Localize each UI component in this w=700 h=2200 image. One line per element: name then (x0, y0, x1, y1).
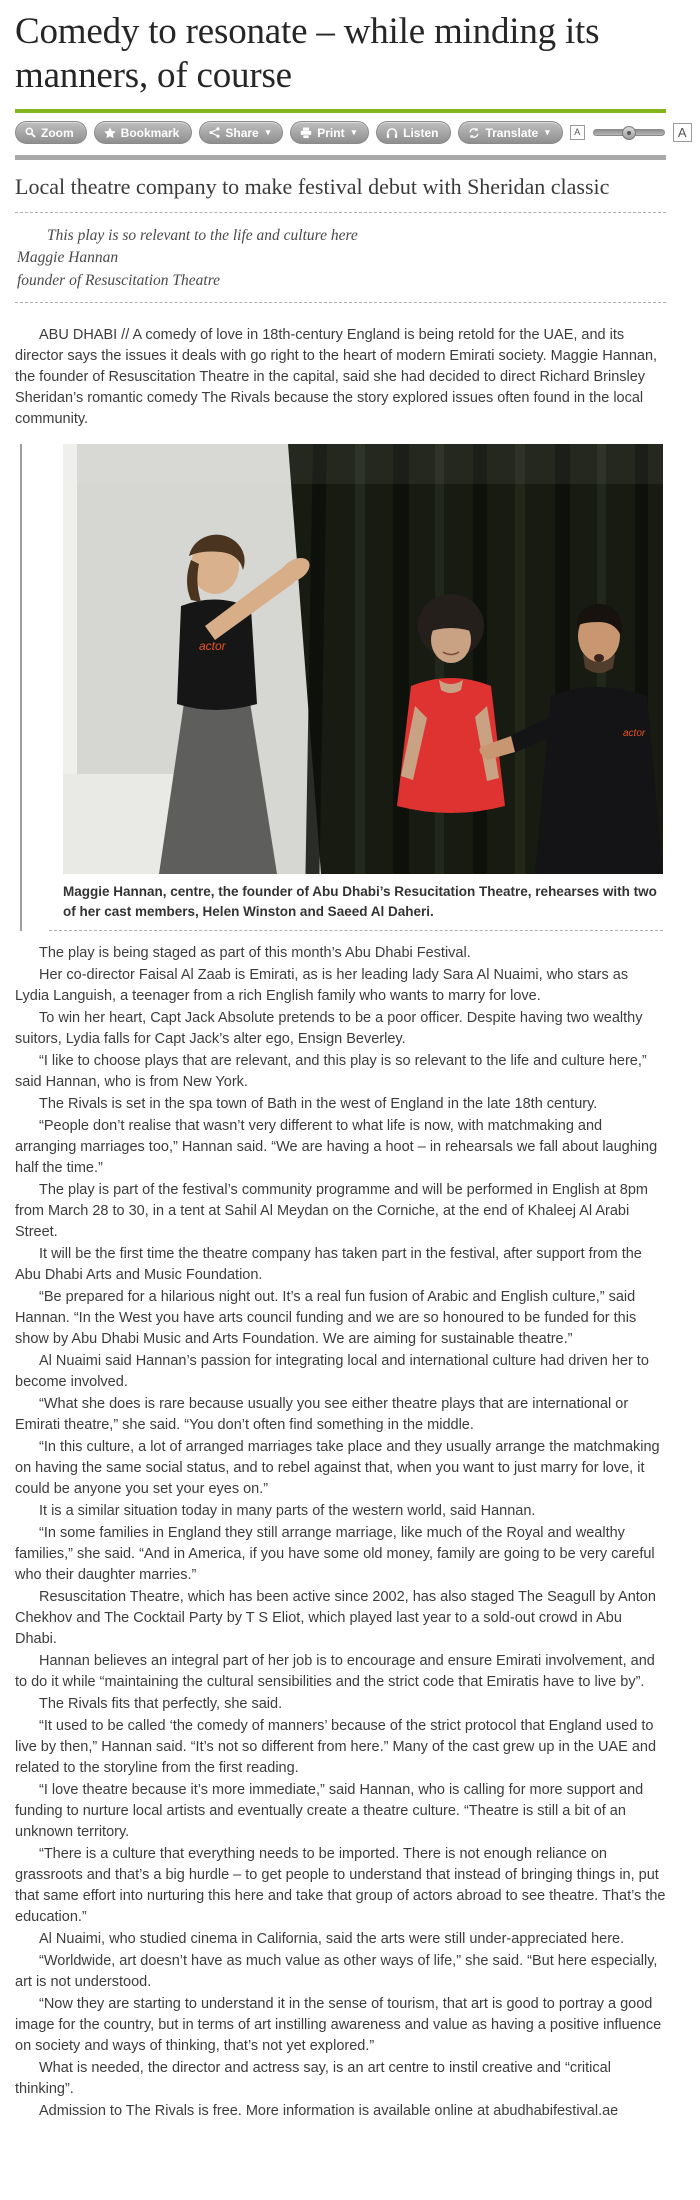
pull-quote-title: founder of Resuscitation Theatre (17, 271, 221, 289)
article-body (15, 943, 666, 2122)
article-paragraph: “In this culture, a lot of arranged marriages take place and they usually arrange the matchmaking on having the same social status, and to rebel against that, when you want to just marry for love, it could be anyone you set your eyes on.” (15, 1439, 660, 1498)
article-toolbar (15, 119, 687, 147)
article-paragraph: “What she does is rare because usually you see either theatre plays that are international or Emirati theatre,” she said. “You don’t often find something in the middle. (15, 1396, 629, 1434)
magnifier-icon (25, 127, 36, 138)
article-paragraph: “Be prepared for a hilarious night out. It’s a real fun fusion of Arabic and English culture,” said Hannan. “In the West you have arts council funding and we are so honoured to be funded for this show by Abu Dhabi Music and Arts Foundation. We are aiming for sustainable theatre.” (15, 1289, 637, 1348)
chevron-down-icon: ▾ (265, 127, 271, 138)
bookmark-button[interactable]: Bookmark (94, 121, 193, 144)
dashed-divider (15, 302, 666, 303)
article-paragraph: “It used to be called ‘the comedy of manners’ because of the strict protocol that England used to live by then,” Hannan said. “It’s not so different from here.” Many of the cast grew up in the UAE and related to the storyline from the first reading. (15, 1718, 657, 1777)
font-size-slider-knob[interactable] (622, 126, 636, 140)
page-title: Comedy to resonate – while minding its manners, of course (15, 11, 600, 97)
share-button[interactable]: Share ▾ (199, 121, 283, 144)
article-paragraph: Her co-director Faisal Al Zaab is Emirati, as is her leading lady Sara Al Nuaimi, who stars as Lydia Languish, a teenager from a rich English family who wants to marry for love. (15, 967, 629, 1005)
font-smaller-button[interactable]: A (570, 125, 585, 140)
dashed-divider (49, 930, 663, 931)
article-subheadline: Local theatre company to make festival debut with Sheridan classic (15, 173, 610, 199)
star-icon (104, 127, 116, 139)
article-paragraph: The Rivals is set in the spa town of Bath in the west of England in the late 18th century. (39, 1096, 598, 1113)
article-figure (15, 444, 666, 931)
headphones-icon (386, 127, 398, 139)
article-lead-paragraph: ABU DHABI // A comedy of love in 18th-century England is being retold for the UAE, and its director says the issues it deals with go right to the heart of modern Emirati society. Maggie Hannan, the founder of Resuscitation Theatre in the capital, said she had decided to direct Richard Brinsley Sheridan’s romantic comedy The Rivals because the story explored issues often found in the local community. (15, 327, 658, 428)
article-paragraph: Al Nuaimi, who studied cinema in California, said the arts were still under-appreciated here. (39, 1931, 625, 1948)
chevron-down-icon: ▾ (351, 127, 357, 138)
grey-divider (15, 155, 666, 160)
article-paragraph: To win her heart, Capt Jack Absolute pretends to be a poor officer. Despite having two wealthy suitors, Lydia falls for Capt Jack’s alter ego, Ensign Beverley. (15, 1010, 643, 1048)
article-paragraph: “There is a culture that everything needs to be imported. There is not enough reliance on grassroots and that’s a big hurdle – to get people to understand that instead of bringing things in, put that same effort into nurturing this here and take that group of actors abroad to see theatre. That’s the education.” (15, 1846, 666, 1926)
article-paragraph: It will be the first time the theatre company has taken part in the festival, after support from the Abu Dhabi Arts and Music Foundation. (15, 1246, 642, 1284)
article-paragraph: “In some families in England they still arrange marriage, like much of the Royal and wealthy families,” she said. “And in America, if you have some old money, family are going to be very careful who their daughter marries.” (15, 1525, 655, 1584)
photo-caption: Maggie Hannan, centre, the founder of Abu Dhabi’s Resucitation Theatre, rehearses with two of her cast members, Helen Winston and Saeed Al Daheri. (63, 884, 657, 920)
green-divider (15, 109, 666, 113)
pull-quote (15, 213, 666, 302)
rehearsal-photo (63, 444, 663, 874)
article-paragraph: Admission to The Rivals is free. More information is available online at abudhabifestival.ae (39, 2103, 619, 2120)
figure-left-rule (20, 444, 22, 931)
article-paragraph: Hannan believes an integral part of her job is to encourage and ensure Emirati involvement, and to do it while “maintaining the cultural sensibilities and the strict code that Emiratis have to live by”. (15, 1653, 655, 1691)
article-paragraph: Al Nuaimi said Hannan’s passion for integrating local and international culture had driven her to become involved. (15, 1353, 649, 1391)
translate-button[interactable]: Translate ▾ (458, 121, 562, 144)
article-paragraph: It is a similar situation today in many parts of the western world, said Hannan. (39, 1503, 536, 1520)
article-paragraph: The play is part of the festival’s community programme and will be performed in English at 8pm from March 28 to 30, in a tent at Sahil Al Meydan on the Corniche, at the end of Khaleej Al Arabi Street. (15, 1182, 649, 1241)
share-icon (209, 127, 220, 138)
print-button[interactable]: Print ▾ (290, 121, 369, 144)
article-paragraph: “Now they are starting to understand it in the sense of tourism, that art is good to portray a good image for the country, but in terms of art instilling awareness and value as having a positive influence on society and ways of thinking, that’s not yet explored.” (15, 1996, 662, 2055)
article-paragraph: Resuscitation Theatre, which has been active since 2002, has also staged The Seagull by Anton Chekhov and The Cocktail Party by T S Eliot, which played last year to a sold-out crowd in Abu Dhabi. (15, 1589, 656, 1648)
translate-icon (468, 127, 480, 139)
article-paragraph: “I like to choose plays that are relevant, and this play is so relevant to the life and culture here,” said Hannan, who is from New York. (15, 1053, 647, 1091)
svg-text:actor: actor (199, 639, 226, 654)
pull-quote-name: Maggie Hannan (17, 249, 119, 267)
article-paragraph: What is needed, the director and actress say, is an art centre to instil creative and “critical thinking”. (15, 2060, 611, 2098)
listen-button[interactable]: Listen (376, 121, 451, 144)
article-paragraph: “People don’t realise that wasn’t very different to what life is now, with matchmaking and arranging marriages too,” Hannan said. “We are having a hoot – in rehearsals we fall about laughing half the time.” (15, 1118, 658, 1177)
font-size-control (570, 123, 692, 142)
zoom-button[interactable]: Zoom (15, 121, 87, 144)
article-paragraph: The Rivals fits that perfectly, she said. (39, 1696, 283, 1713)
article-paragraph: The play is being staged as part of this month’s Abu Dhabi Festival. (39, 945, 471, 962)
printer-icon (300, 127, 312, 139)
font-size-slider[interactable] (593, 129, 665, 136)
article-paragraph: “I love theatre because it’s more immediate,” said Hannan, who is calling for more support and funding to nurture local artists and eventually create a theatre culture. “Theatre is still a bit of an unknown territory. (15, 1782, 644, 1841)
pull-quote-text: This play is so relevant to the life and culture here (47, 226, 358, 244)
font-larger-button[interactable]: A (673, 123, 692, 142)
article-paragraph: “Worldwide, art doesn’t have as much value as other ways of life,” she said. “But here especially, art is not understood. (15, 1953, 658, 1991)
svg-text:actor: actor (623, 728, 646, 740)
chevron-down-icon: ▾ (545, 127, 550, 138)
